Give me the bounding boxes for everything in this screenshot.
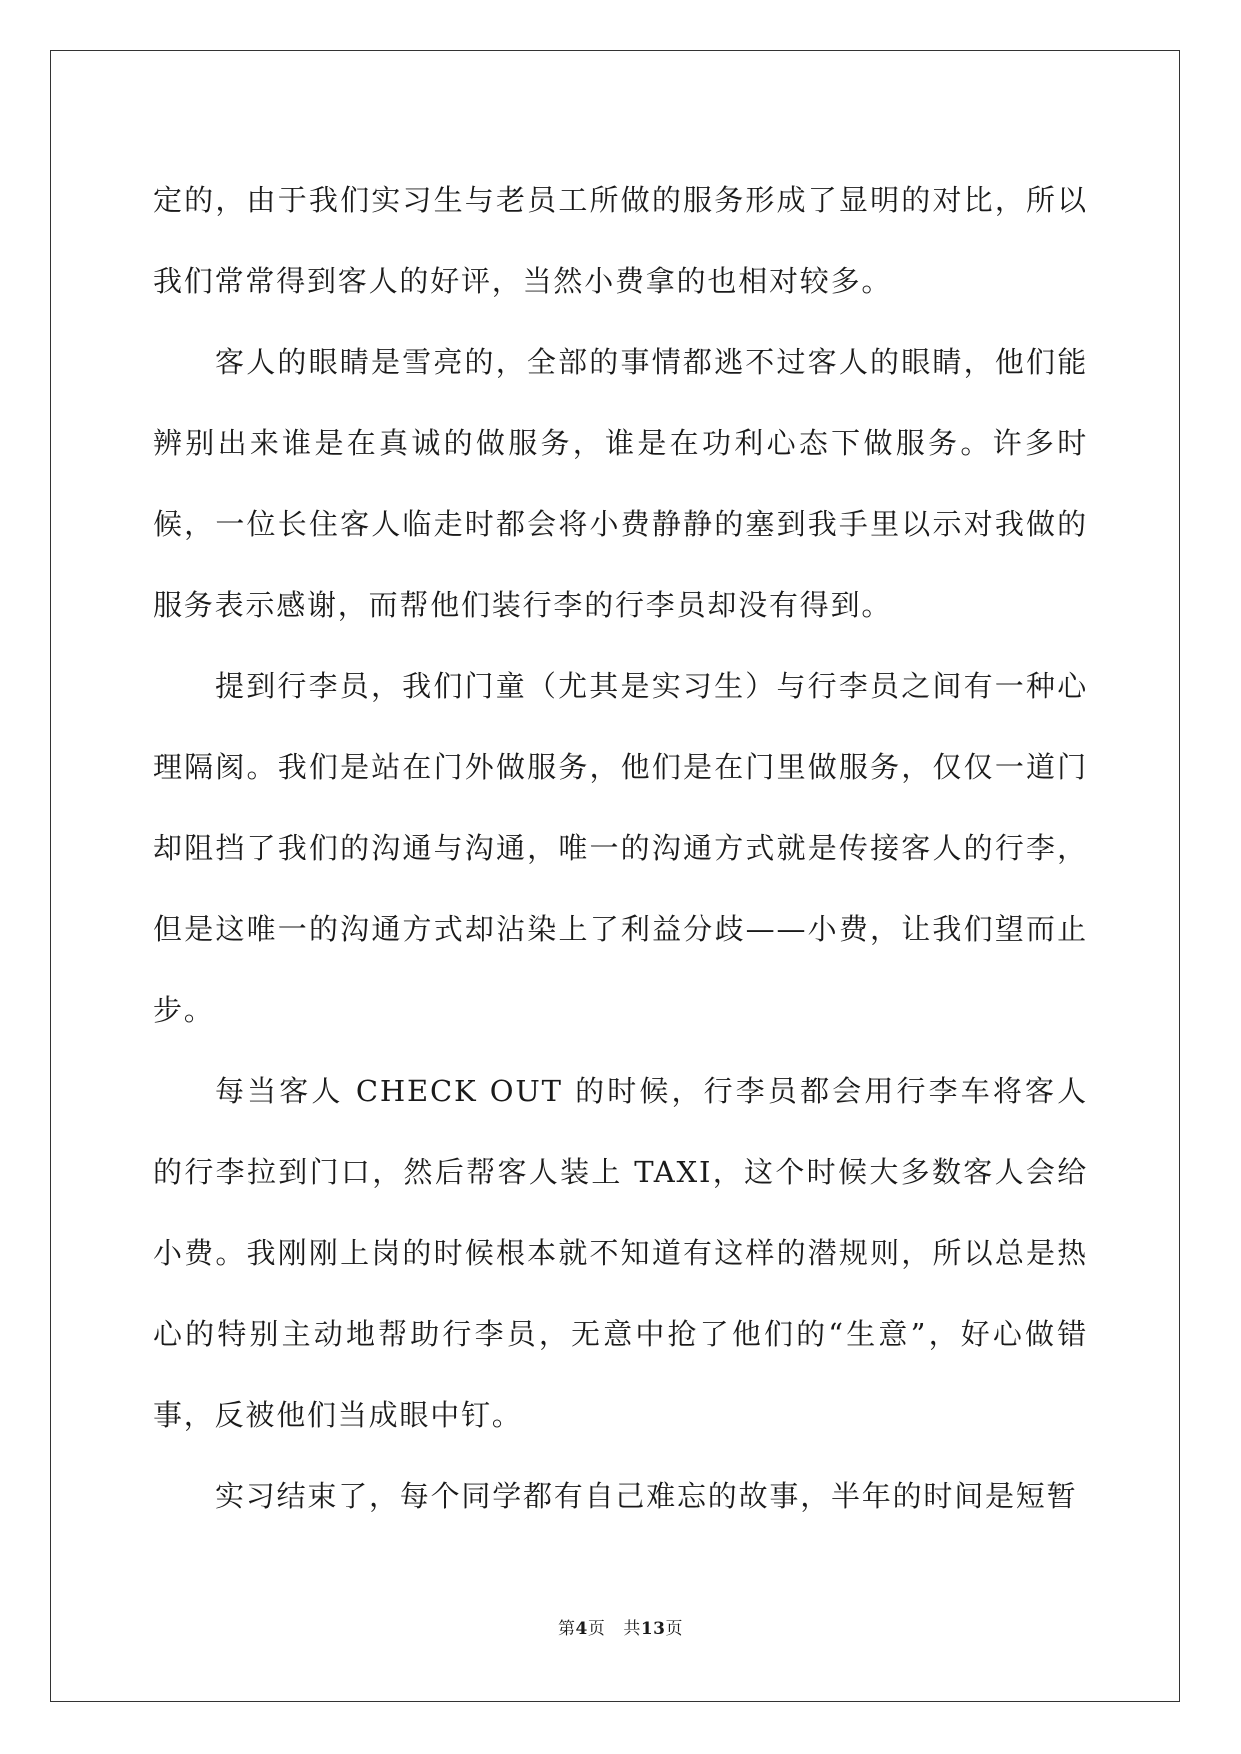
page-footer xyxy=(0,1614,1241,1639)
page-label-prefix: 第 xyxy=(557,1619,576,1639)
paragraph-3: 提到行李员，我们门童（尤其是实习生）与行李员之间有一种心理隔阂。我们是站在门外做服务，他们是在门里做服务，仅仅一道门却阻挡了我们的沟通与沟通，唯一的沟通方式就是传接客人的行李，但是这唯一的沟通方式却沾染上了利益分歧——小费，让我们望而止步。 xyxy=(153,669,1088,1027)
paragraph-2: 客人的眼睛是雪亮的，全部的事情都逃不过客人的眼睛，他们能辨别出来谁是在真诚的做服务，谁是在功利心态下做服务。许多时候，一位长住客人临走时都会将小费静静的塞到我手里以示对我做的服务表示感谢，而帮他们装行李的行李员却没有得到。 xyxy=(153,345,1088,622)
total-label-suffix: 页 xyxy=(665,1619,683,1639)
paragraph-5: 实习结束了，每个同学都有自己难忘的故事，半年的时间是短暂 xyxy=(215,1479,1078,1513)
total-pages: 13 xyxy=(640,1619,666,1639)
paragraph-1: 定的，由于我们实习生与老员工所做的服务形成了显明的对比，所以我们常常得到客人的好评，当然小费拿的也相对较多。 xyxy=(153,183,1088,298)
document-body xyxy=(153,160,1088,1537)
paragraph-4: 每当客人 CHECK OUT 的时候，行李员都会用行李车将客人的行李拉到门口，然后帮客人装上 TAXI，这个时候大多数客人会给小费。我刚刚上岗的时候根本就不知道有这样的潜规则，所以总是热心的特别主动地帮助行李员，无意中抢了他们的“生意”，好心做错事，反被他们当成眼中钉。 xyxy=(153,1074,1088,1432)
page-label-suffix: 页 xyxy=(587,1619,606,1639)
page-number: 4 xyxy=(575,1619,588,1639)
total-label-prefix: 共 xyxy=(623,1619,641,1639)
